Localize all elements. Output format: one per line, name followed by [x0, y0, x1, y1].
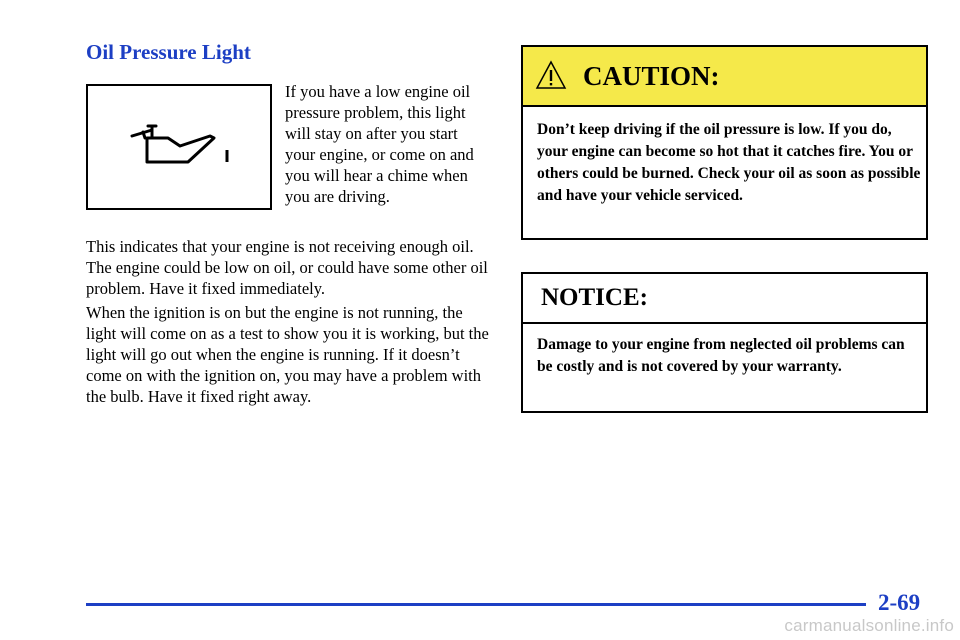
notice-header	[523, 274, 926, 324]
notice-title: NOTICE:	[541, 284, 648, 311]
caution-text: Don’t keep driving if the oil pressure is low. If you do, your engine can become so hot that it catches fire. You or others could be burned. Check your oil as soon as possible and have your vehicle serviced.	[537, 121, 921, 204]
notice-box	[521, 272, 928, 413]
watermark: carmanualsonline.info	[784, 616, 954, 635]
warning-triangle-icon	[535, 60, 567, 90]
notice-text: Damage to your engine from neglected oil problems can be costly and is not covered by your warranty.	[537, 336, 905, 375]
caution-title: CAUTION:	[583, 61, 720, 91]
oil-can-icon	[88, 86, 270, 208]
paragraph: This indicates that your engine is not receiving enough oil. The engine could be low on oil, or could have some other oil problem. Have it fixed immediately.	[86, 237, 488, 298]
intro-text: If you have a low engine oil pressure problem, this light will stay on after you start your engine, or come on and you will hear a chime when you are driving.	[285, 82, 474, 206]
paragraph: When the ignition is on but the engine is not running, the light will come on as a test to show you it is working, but the light will go out when the engine is running. If it doesn’t come on with the ignition on, you may have a problem with the bulb. Have it fixed right away.	[86, 303, 489, 406]
footer-rule	[86, 603, 866, 606]
caution-box	[521, 45, 928, 240]
oil-pressure-light-figure	[86, 84, 272, 210]
page-title: Oil Pressure Light	[86, 40, 251, 64]
page-number: 2-69	[878, 590, 921, 615]
caution-header	[523, 47, 926, 107]
